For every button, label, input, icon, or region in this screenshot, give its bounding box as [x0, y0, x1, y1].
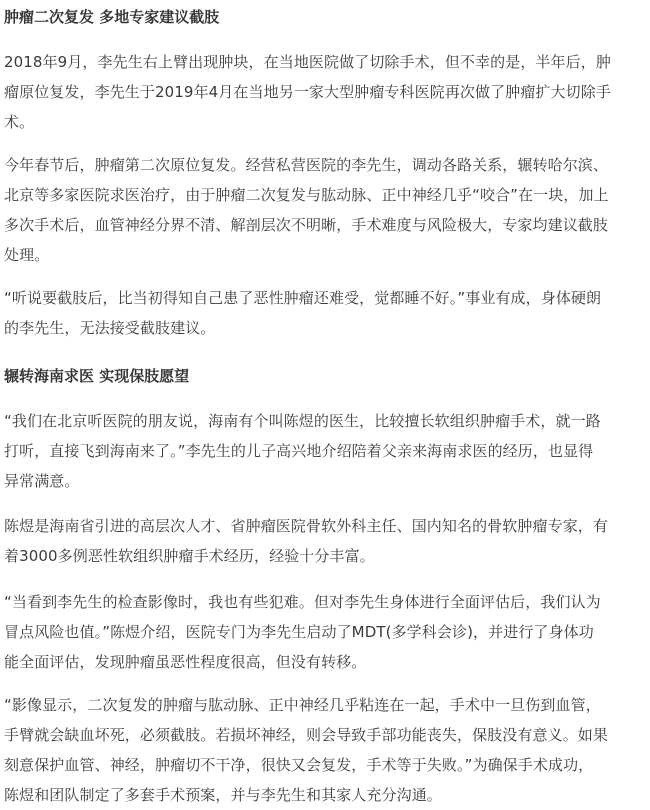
- text-line: 刻意保护血管、神经，肿瘤切不干净，很快又会复发，手术等于失败。”为确保手术成功，: [4, 756, 594, 774]
- text-line: 处理。: [4, 246, 50, 264]
- paragraph-first-surgery: [4, 47, 646, 137]
- section-heading-amputation-advice: 肿瘤二次复发 多地专家建议截肢: [4, 8, 220, 26]
- text-line: 的李先生，无法接受截肢建议。: [4, 319, 216, 337]
- paragraph-son-account: [4, 406, 646, 496]
- text-line: 陈煜和团队制定了多套手术预案，并与李先生和其家人充分沟通。: [4, 786, 442, 804]
- paragraph-second-recurrence: [4, 150, 646, 270]
- section-heading-hainan-treatment: 辗转海南求医 实现保肢愿望: [4, 367, 190, 385]
- text-line: 打听，直接飞到海南来了。”李先生的儿子高兴地介绍陪着父亲来海南求医的经历，也显得: [4, 442, 594, 460]
- text-line: 着3000多例恶性软组织肿瘤手术经历，经验十分丰富。: [4, 547, 375, 565]
- text-line: “我们在北京听医院的朋友说，海南有个叫陈煜的医生，比较擅长软组织肿瘤手术，就一路: [4, 412, 601, 430]
- text-line: 瘤原位复发，李先生于2019年4月在当地另一家大型肿瘤专科医院再次做了肿瘤扩大切除手: [4, 83, 611, 101]
- text-line: 今年春节后，肿瘤第二次原位复发。经营私营医院的李先生，调动各路关系，辗转哈尔滨、: [4, 156, 609, 174]
- text-line: 能全面评估，发现肿瘤虽恶性程度很高，但没有转移。: [4, 653, 367, 671]
- paragraph-refusal: [4, 283, 646, 343]
- text-line: 冒点风险也值。”陈煜介绍，医院专门为李先生启动了MDT(多学科会诊)，并进行了身体功: [4, 623, 594, 641]
- text-line: 术。: [4, 113, 35, 131]
- text-line: “听说要截肢后，比当初得知自己患了恶性肿瘤还难受，觉都睡不好。”事业有成，身体硬朗: [4, 289, 602, 307]
- text-line: 2018年9月，李先生右上臂出现肿块，在当地医院做了切除手术，但不幸的是，半年后，肿: [4, 53, 611, 71]
- text-line: 北京等多家医院求医治疗，由于肿瘤二次复发与肱动脉、正中神经几乎“咬合”在一块，加上: [4, 186, 609, 204]
- paragraph-doctor-profile: [4, 511, 646, 571]
- text-line: 陈煜是海南省引进的高层次人才、省肿瘤医院骨软外科主任、国内知名的骨软肿瘤专家，有: [4, 517, 609, 535]
- text-line: 多次手术后，血管神经分界不清、解剖层次不明晰，手术难度与风险极大，专家均建议截肢: [4, 216, 609, 234]
- paragraph-surgery-plan: [4, 690, 646, 810]
- paragraph-evaluation: [4, 587, 646, 677]
- text-line: “当看到李先生的检查影像时，我也有些犯难。但对李先生身体进行全面评估后，我们认为: [4, 593, 601, 611]
- text-line: “影像显示，二次复发的肿瘤与肱动脉、正中神经几乎粘连在一起，手术中一旦伤到血管，: [4, 696, 601, 714]
- text-line: 异常满意。: [4, 472, 80, 490]
- text-line: 手臂就会缺血坏死，必须截肢。若损坏神经，则会导致手部功能丧失，保肢没有意义。如果: [4, 726, 609, 744]
